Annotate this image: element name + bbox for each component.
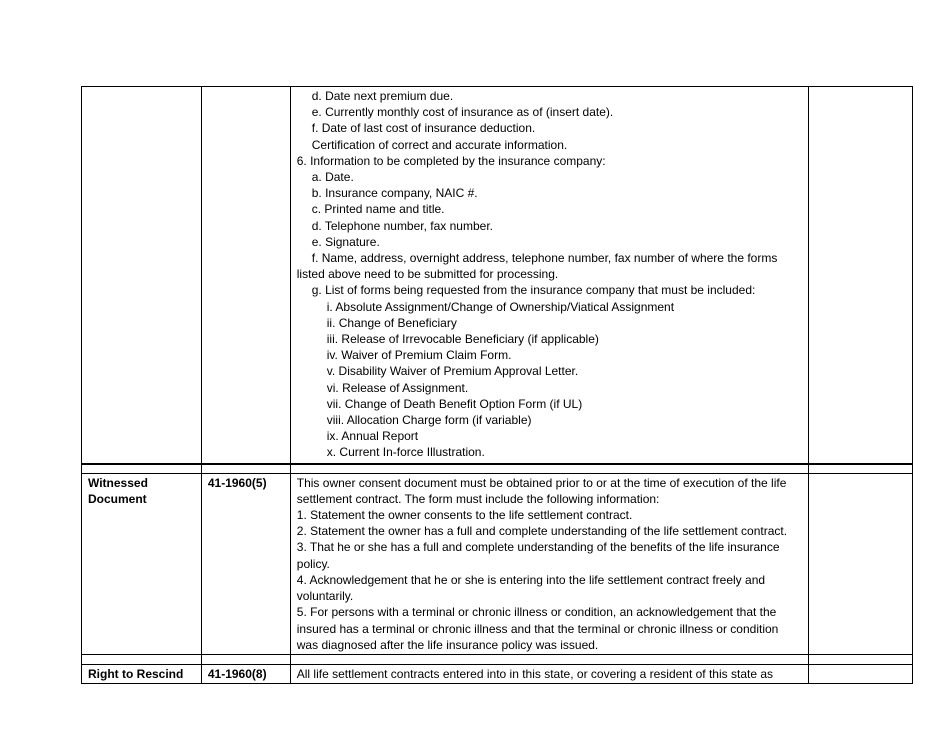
requirement-line: i. Absolute Assignment/Change of Ownership/Viatical Assignment [326,299,675,314]
requirement-line: v. Disability Waiver of Premium Approval Letter. [326,364,579,379]
requirement-line: g. List of forms being requested from the insurance company that must be included: [311,283,756,298]
requirement-line: 2. Statement the owner has a full and complete understanding of the life settlement contract. [296,524,788,539]
reference-cell: 41-1960(8) [202,665,291,684]
topic-cell [82,474,202,655]
topic-title-line2: Document [88,491,147,506]
requirement-line: e. Currently monthly cost of insurance as of (insert date). [311,105,614,120]
requirement-line: iv. Waiver of Premium Claim Form. [326,348,512,363]
requirement-line: All life settlement contracts entered into in this state, or covering a resident of this state as [296,666,774,681]
notes-cell [809,86,913,464]
table-row-continued [81,86,913,464]
requirement-line: listed above need to be submitted for processing. [296,267,559,282]
requirement-line: ix. Annual Report [326,429,419,444]
requirements-table [81,86,913,684]
requirement-line: f. Name, address, overnight address, telephone number, fax number of where the forms [311,251,778,266]
reference-cell [202,86,291,464]
requirement-line: vii. Change of Death Benefit Option Form (if UL) [326,396,583,411]
table-row-spacer [81,655,913,665]
requirement-line: insured has a terminal or chronic illness and that the terminal or chronic illness or condition [296,621,779,636]
requirement-line: iii. Release of Irrevocable Beneficiary (if applicable) [326,332,599,347]
requirement-line: voluntarily. [296,589,354,604]
requirement-line: b. Insurance company, NAIC #. [311,186,478,201]
requirement-line: 1. Statement the owner consents to the life settlement contract. [296,508,633,523]
notes-cell [809,665,913,684]
notes-cell [809,474,913,655]
requirement-line: vi. Release of Assignment. [326,380,469,395]
requirement-line: d. Telephone number, fax number. [311,218,493,233]
requirement-line: This owner consent document must be obtained prior to or at the time of execution of the life [296,475,787,490]
requirement-line: ii. Change of Beneficiary [326,315,457,330]
requirement-line: a. Date. [311,170,354,185]
requirement-line: 6. Information to be completed by the insurance company: [296,153,606,168]
requirements-cell [291,86,809,464]
table-row-spacer [81,464,913,474]
requirement-line: 5. For persons with a terminal or chronic illness or condition, an acknowledgement that the [296,605,777,620]
requirement-line: Certification of correct and accurate information. [311,137,568,152]
topic-cell: Right to Rescind [82,665,202,684]
requirement-line: 4. Acknowledgement that he or she is entering into the life settlement contract freely and [296,572,766,587]
requirement-line: 3. That he or she has a full and complete understanding of the benefits of the life insurance [296,540,780,555]
requirement-line: settlement contract. The form must include the following information: [296,491,660,506]
table-row-witnessed-document [81,474,913,655]
requirement-line: x. Current In-force Illustration. [326,445,485,460]
requirement-line: d. Date next premium due. [311,89,454,103]
requirement-line: viii. Allocation Charge form (if variable) [326,413,532,428]
topic-cell [82,86,202,464]
requirement-line: f. Date of last cost of insurance deduction. [311,121,536,136]
requirements-cell [291,665,809,684]
requirement-line: policy. [296,556,330,571]
topic-title-line1: Witnessed [88,475,148,490]
table-row-right-to-rescind [81,665,913,684]
reference-cell: 41-1960(5) [202,474,291,655]
requirements-cell [291,474,809,655]
requirement-line: was diagnosed after the life insurance policy was issued. [296,637,599,652]
requirement-line: e. Signature. [311,234,380,249]
requirement-line: c. Printed name and title. [311,202,445,217]
